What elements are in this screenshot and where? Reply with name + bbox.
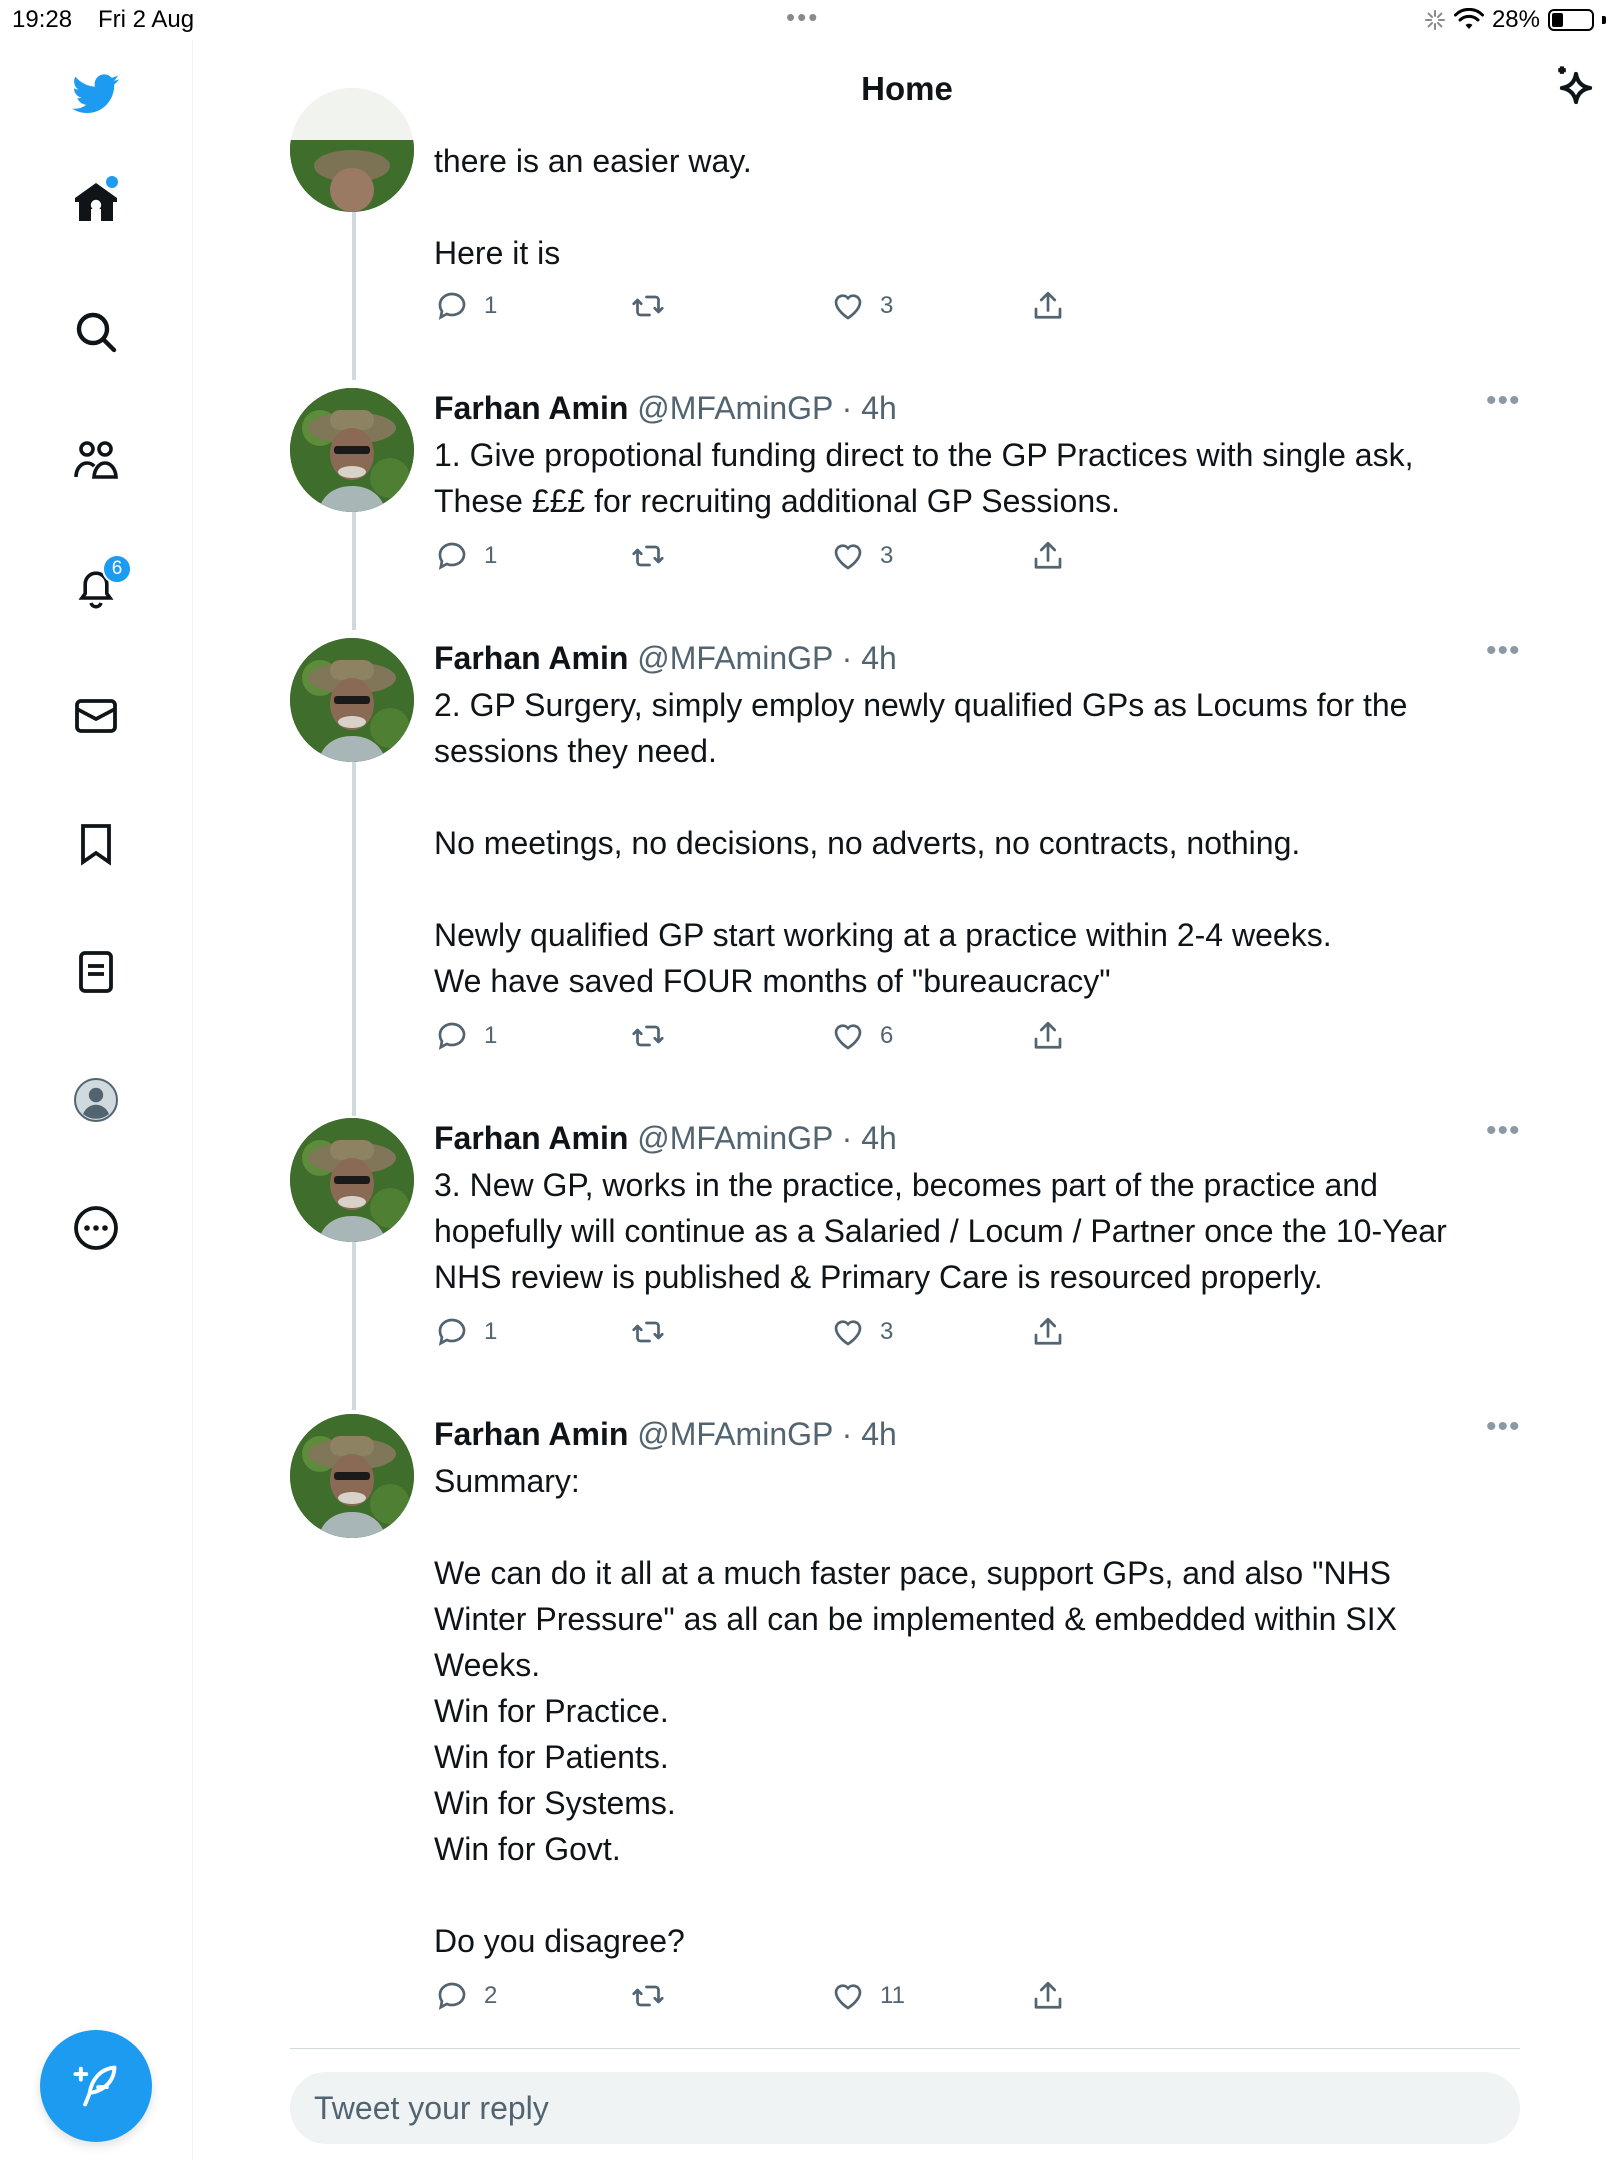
more-options-icon[interactable]: ••• [1486,1114,1521,1147]
reply-icon [434,1314,470,1350]
author-name[interactable]: Farhan Amin [434,1416,629,1452]
avatar[interactable] [290,1414,414,1538]
multitasking-dots-icon[interactable]: ••• [786,2,820,32]
reply-input[interactable] [290,2072,1520,2144]
separator: · [832,1120,862,1156]
share-button[interactable] [1030,1314,1066,1350]
page-title: Home [861,70,953,107]
divider [290,2048,1520,2049]
compose-button[interactable] [40,2030,152,2142]
tweet-actions [434,288,1134,332]
retweet-button[interactable] [630,1978,666,2014]
heart-icon [830,288,866,324]
author-handle[interactable]: @MFAminGP [637,390,833,426]
retweet-button[interactable] [630,538,666,574]
thread-connector [352,512,356,630]
retweet-icon [630,538,666,574]
tweet-header [434,638,1524,678]
separator: · [832,1416,862,1452]
separator: · [832,640,862,676]
separator: · [832,390,862,426]
retweet-icon [630,1018,666,1054]
battery-percent: 28% [1491,6,1540,33]
retweet-icon [630,1314,666,1350]
tweet-header [434,1118,1524,1158]
heart-icon [830,1978,866,2014]
more-circle-icon[interactable] [66,1198,126,1258]
share-button[interactable] [1030,288,1066,324]
reply-icon [434,288,470,324]
author-handle[interactable]: @MFAminGP [637,1120,833,1156]
reply-icon [434,1018,470,1054]
like-button[interactable] [830,538,893,574]
tweet-actions [434,1018,1134,1062]
reply-button[interactable] [434,1314,497,1350]
tweet-actions [434,1314,1134,1358]
share-icon [1030,1314,1066,1350]
status-date: Fri 2 Aug [98,6,195,33]
tweet-time[interactable]: 4h [861,1416,897,1452]
compose-feather-icon [70,2060,122,2112]
bell-icon[interactable] [66,558,126,618]
reply-icon [434,1978,470,2014]
like-button[interactable] [830,1978,905,2014]
reply-button[interactable] [434,288,497,324]
tweet-time[interactable]: 4h [861,1120,897,1156]
new-content-dot [106,176,118,188]
sparkle-timeline-icon[interactable] [1550,62,1602,114]
author-name[interactable]: Farhan Amin [434,390,629,426]
like-count: 3 [880,292,894,319]
author-name[interactable]: Farhan Amin [434,640,629,676]
profile-avatar-icon[interactable] [66,1070,126,1130]
tweet-text: there is an easier way. Here it is [434,143,752,271]
like-button[interactable] [830,1314,893,1350]
avatar[interactable] [290,388,414,512]
like-count: 3 [880,542,894,569]
tweet-text: 3. New GP, works in the practice, becomes part of the practice and hopefully will continue as a Salaried / Locum / Partner once the 10-Year NHS review is published & Primary Care is resourced properly. [434,1167,1447,1295]
reply-count: 1 [484,292,498,319]
sidebar [0,40,193,2160]
heart-icon [830,1314,866,1350]
retweet-icon [630,288,666,324]
status-time: 19:28 [12,6,73,33]
reply-count: 1 [484,1318,498,1345]
mail-icon[interactable] [66,686,126,746]
more-options-icon[interactable]: ••• [1486,384,1521,417]
heart-icon [830,1018,866,1054]
home-icon[interactable] [66,172,126,232]
author-handle[interactable]: @MFAminGP [637,1416,833,1452]
share-icon [1030,1978,1066,2014]
tweet-time[interactable]: 4h [861,640,897,676]
reply-count: 2 [484,1982,498,2009]
avatar[interactable] [290,1118,414,1242]
notification-badge: 6 [102,554,132,584]
like-count: 6 [880,1022,894,1049]
timeline [194,0,1620,2160]
reply-count: 1 [484,542,498,569]
heart-icon [830,538,866,574]
more-options-icon[interactable]: ••• [1486,634,1521,667]
tweet-text: 1. Give propotional funding direct to the GP Practices with single ask, These £££ for recruiting additional GP Sessions. [434,437,1414,519]
like-count: 3 [880,1318,894,1345]
share-button[interactable] [1030,538,1066,574]
bookmark-icon[interactable] [66,814,126,874]
more-options-icon[interactable]: ••• [1486,1410,1521,1443]
share-button[interactable] [1030,1018,1066,1054]
share-button[interactable] [1030,1978,1066,2014]
tweet-header [434,388,1524,428]
reply-icon [434,538,470,574]
share-icon [1030,288,1066,324]
thread-connector [352,762,356,1116]
share-icon [1030,538,1066,574]
share-icon [1030,1018,1066,1054]
reply-button[interactable] [434,1978,497,2014]
search-icon[interactable] [66,302,126,362]
tweet-text: 2. GP Surgery, simply employ newly qualified GPs as Locums for the sessions they need. No meetings, no decisions, no adverts, no contracts, nothing. Newly qualified GP start working at a practice within 2-4 weeks. We have saved FOUR months of "bureaucracy" [434,687,1408,999]
reply-button[interactable] [434,538,497,574]
avatar[interactable] [290,638,414,762]
top-header [194,40,1620,140]
tweet-time[interactable]: 4h [861,390,897,426]
people-icon[interactable] [66,430,126,490]
list-icon[interactable] [66,942,126,1002]
reply-button[interactable] [434,1018,497,1054]
tweet-actions [434,538,1134,582]
retweet-button[interactable] [630,288,666,324]
tweet-text: Summary: We can do it all at a much faster pace, support GPs, and also "NHS Winter Pressure" as all can be implemented & embedded within SIX Weeks. Win for Practice. Win for Patients. Win for Systems. Win for Govt. Do you disagree? [434,1463,1397,1959]
retweet-icon [630,1978,666,2014]
tweet-header [434,1414,1524,1454]
tweet-actions [434,1978,1134,2022]
author-name[interactable]: Farhan Amin [434,1120,629,1156]
like-count: 11 [880,1982,905,2009]
twitter-bird-icon[interactable] [66,64,126,124]
retweet-button[interactable] [630,1018,666,1054]
reply-count: 1 [484,1022,498,1049]
like-button[interactable] [830,288,893,324]
retweet-button[interactable] [630,1314,666,1350]
like-button[interactable] [830,1018,893,1054]
thread-connector [352,1242,356,1410]
author-handle[interactable]: @MFAminGP [637,640,833,676]
